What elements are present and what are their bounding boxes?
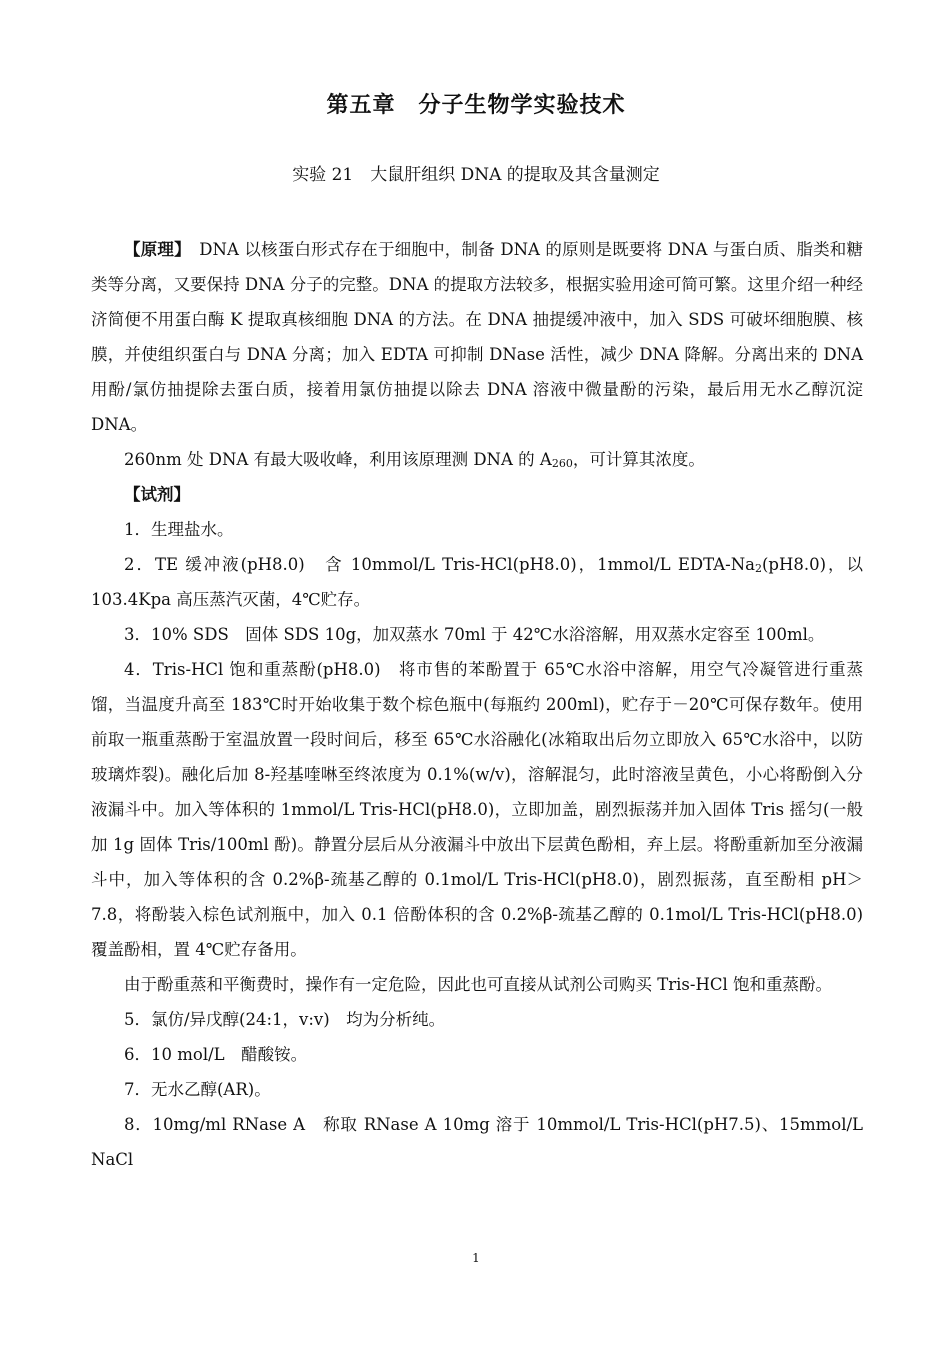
reagent-item-2: [91, 547, 863, 617]
reagent-item-5: 5．氯仿/异戊醇(24:1，v:v) 均为分析纯。: [124, 1010, 446, 1029]
reagent-item-2-text-b: (pH8.0)，以 103.4Kpa 高压蒸汽灭菌，4℃贮存。: [91, 555, 863, 609]
reagent-item-2-text-a: 2．TE 缓冲液(pH8.0) 含 10mmol/L Tris-HCl(pH8.0)，1mmol/L EDTA-Na: [124, 555, 755, 574]
absorbance-text-a: 260nm 处 DNA 有最大吸收峰，利用该原理测 DNA 的 A: [124, 450, 552, 469]
principle-paragraph: [91, 232, 863, 442]
reagent-item-6: 6．10 mol/L 醋酸铵。: [124, 1045, 308, 1064]
reagent-item-3: 3．10% SDS 固体 SDS 10g，加双蒸水 70ml 于 42℃水浴溶解，用双蒸水定容至 100ml。: [124, 625, 825, 644]
reagent-item-2-subscript: 2: [754, 562, 762, 575]
section-title: 实验 21 大鼠肝组织 DNA 的提取及其含量测定: [292, 165, 660, 185]
principle-label: 【原理】: [124, 240, 183, 259]
reagents-heading: [91, 477, 863, 512]
reagent-item-7: 7．无水乙醇(AR)。: [124, 1080, 271, 1099]
absorbance-text-b: ，可计算其浓度。: [572, 450, 705, 469]
reagent-item-4-note: 由于酚重蒸和平衡费时，操作有一定危险，因此也可直接从试剂公司购买 Tris-HCl 饱和重蒸酚。: [124, 975, 832, 994]
document-body: [91, 232, 863, 1177]
reagents-label: 【试剂】: [124, 485, 190, 504]
absorbance-subscript: 260: [551, 457, 573, 470]
page-number: 1: [472, 1251, 480, 1265]
reagent-item-1: 1．生理盐水。: [124, 520, 234, 539]
principle-text: DNA 以核蛋白形式存在于细胞中，制备 DNA 的原则是既要将 DNA 与蛋白质、脂类和糖类等分离，又要保持 DNA 分子的完整。DNA 的提取方法较多，根据实验用途可简可繁。这里介绍一种经济简便不用蛋白酶 K 提取真核细胞 DNA 的方法。在 DNA 抽提缓冲液中，加入 SDS 可破坏细胞膜、核膜，并使组织蛋白与 DNA 分离；加入 EDTA 可抑制 DNase 活性，减少 DNA 降解。分离出来的 DNA 用酚/氯仿抽提除去蛋白质，接着用氯仿抽提以除去 DNA 溶液中微量酚的污染，最后用无水乙醇沉淀 DNA。: [91, 240, 863, 434]
chapter-title: 第五章 分子生物学实验技术: [326, 92, 626, 118]
absorbance-paragraph: [91, 442, 863, 477]
reagent-item-8: 8．10mg/ml RNase A 称取 RNase A 10mg 溶于 10mmol/L Tris-HCl(pH7.5)、15mmol/L NaCl: [91, 1115, 863, 1169]
reagent-item-4: 4．Tris-HCl 饱和重蒸酚(pH8.0) 将市售的苯酚置于 65℃水浴中溶解，用空气冷凝管进行重蒸馏，当温度升高至 183℃时开始收集于数个棕色瓶中(每瓶约 200ml)，贮存于－20℃可保存数年。使用前取一瓶重蒸酚于室温放置一段时间后，移至 65℃水浴融化(冰箱取出后勿立即放入 65℃水浴中，以防玻璃炸裂)。融化后加 8-羟基喹啉至终浓度为 0.1%(w/v)，溶解混匀，此时溶液呈黄色，小心将酚倒入分液漏斗中。加入等体积的 1mmol/L Tris-HCl(pH8.0)，立即加盖，剧烈振荡并加入固体 Tris 摇匀(一般加 1g 固体 Tris/100ml 酚)。静置分层后从分液漏斗中放出下层黄色酚相，弃上层。将酚重新加至分液漏斗中，加入等体积的含 0.2%β-巯基乙醇的 0.1mol/L Tris-HCl(pH8.0)，剧烈振荡，直至酚相 pH＞7.8，将酚装入棕色试剂瓶中，加入 0.1 倍酚体积的含 0.2%β-巯基乙醇的 0.1mol/L Tris-HCl(pH8.0)覆盖酚相，置 4℃贮存备用。: [91, 660, 863, 959]
